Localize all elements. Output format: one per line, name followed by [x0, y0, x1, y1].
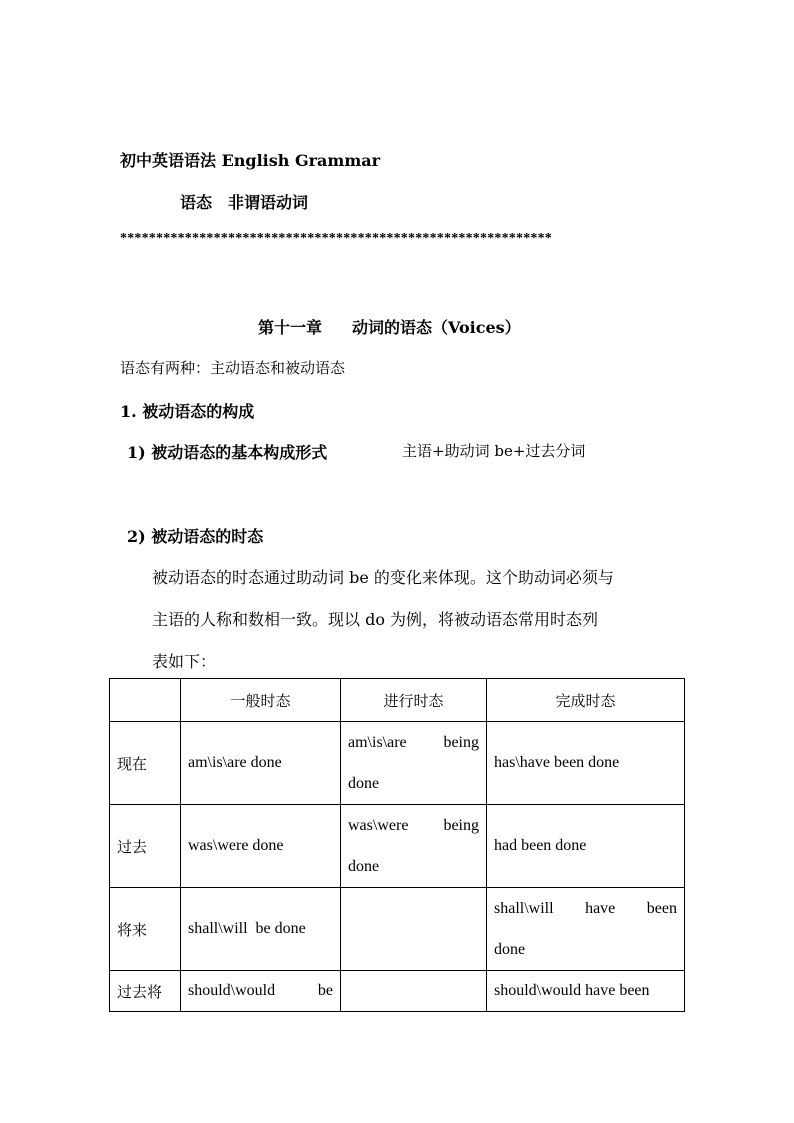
paragraph-line: 主语的人称和数相一致。现以 do 为例，将被动语态常用时态列	[152, 610, 599, 629]
progressive-cell	[341, 805, 487, 888]
perfect-cell: has\have been done	[487, 722, 685, 805]
table-row	[110, 805, 685, 888]
chapter-number: 第十一章	[258, 318, 323, 337]
cell-line: am\is\are being	[348, 734, 479, 751]
simple-cell: am\is\are done	[181, 722, 341, 805]
intro-paragraph: 语态有两种：主动语态和被动语态	[120, 359, 346, 377]
subsection-1-value: 主语+助动词 be+过去分词	[402, 442, 586, 460]
table-header-cell: 进行时态	[341, 679, 487, 722]
progressive-cell	[341, 888, 487, 971]
tense-paragraph	[152, 557, 692, 683]
cell-line: done	[494, 941, 526, 958]
subsection-2-label: 2) 被动语态的时态	[127, 527, 264, 546]
row-label: 过去将	[110, 971, 181, 1012]
section-heading: 1. 被动语态的构成	[120, 402, 255, 421]
document-subtitle: 语态 非谓语动词	[180, 193, 309, 212]
table-row	[110, 722, 685, 805]
row-label: 将来	[110, 888, 181, 971]
cell-line: shall\will have been	[494, 900, 677, 917]
table-row	[110, 971, 685, 1012]
simple-cell: should\would be	[181, 971, 341, 1012]
perfect-cell: had been done	[487, 805, 685, 888]
simple-cell: was\were done	[181, 805, 341, 888]
cell-line: done	[348, 858, 380, 875]
perfect-cell	[487, 888, 685, 971]
table-header-row	[110, 679, 685, 722]
chapter-heading	[258, 315, 521, 338]
table-row	[110, 888, 685, 971]
cell-line: was\were being	[348, 817, 479, 834]
progressive-cell	[341, 971, 487, 1012]
paragraph-line: 表如下：	[152, 652, 217, 671]
row-label: 现在	[110, 722, 181, 805]
chapter-title: 动词的语态（Voices）	[352, 318, 521, 337]
table-header-cell: 一般时态	[181, 679, 341, 722]
row-label: 过去	[110, 805, 181, 888]
paragraph-line: 被动语态的时态通过助动词 be 的变化来体现。这个助动词必须与	[152, 568, 614, 587]
star-divider: ************************************************************	[120, 231, 552, 246]
simple-cell: shall\will be done	[181, 888, 341, 971]
table-header-cell	[110, 679, 181, 722]
perfect-cell: should\would have been	[487, 971, 685, 1012]
subsection-1-label: 1) 被动语态的基本构成形式	[127, 443, 328, 462]
progressive-cell	[341, 722, 487, 805]
table-header-cell: 完成时态	[487, 679, 685, 722]
cell-line: done	[348, 775, 380, 792]
passive-tense-table	[109, 678, 685, 1012]
document-title: 初中英语语法 English Grammar	[120, 151, 381, 170]
